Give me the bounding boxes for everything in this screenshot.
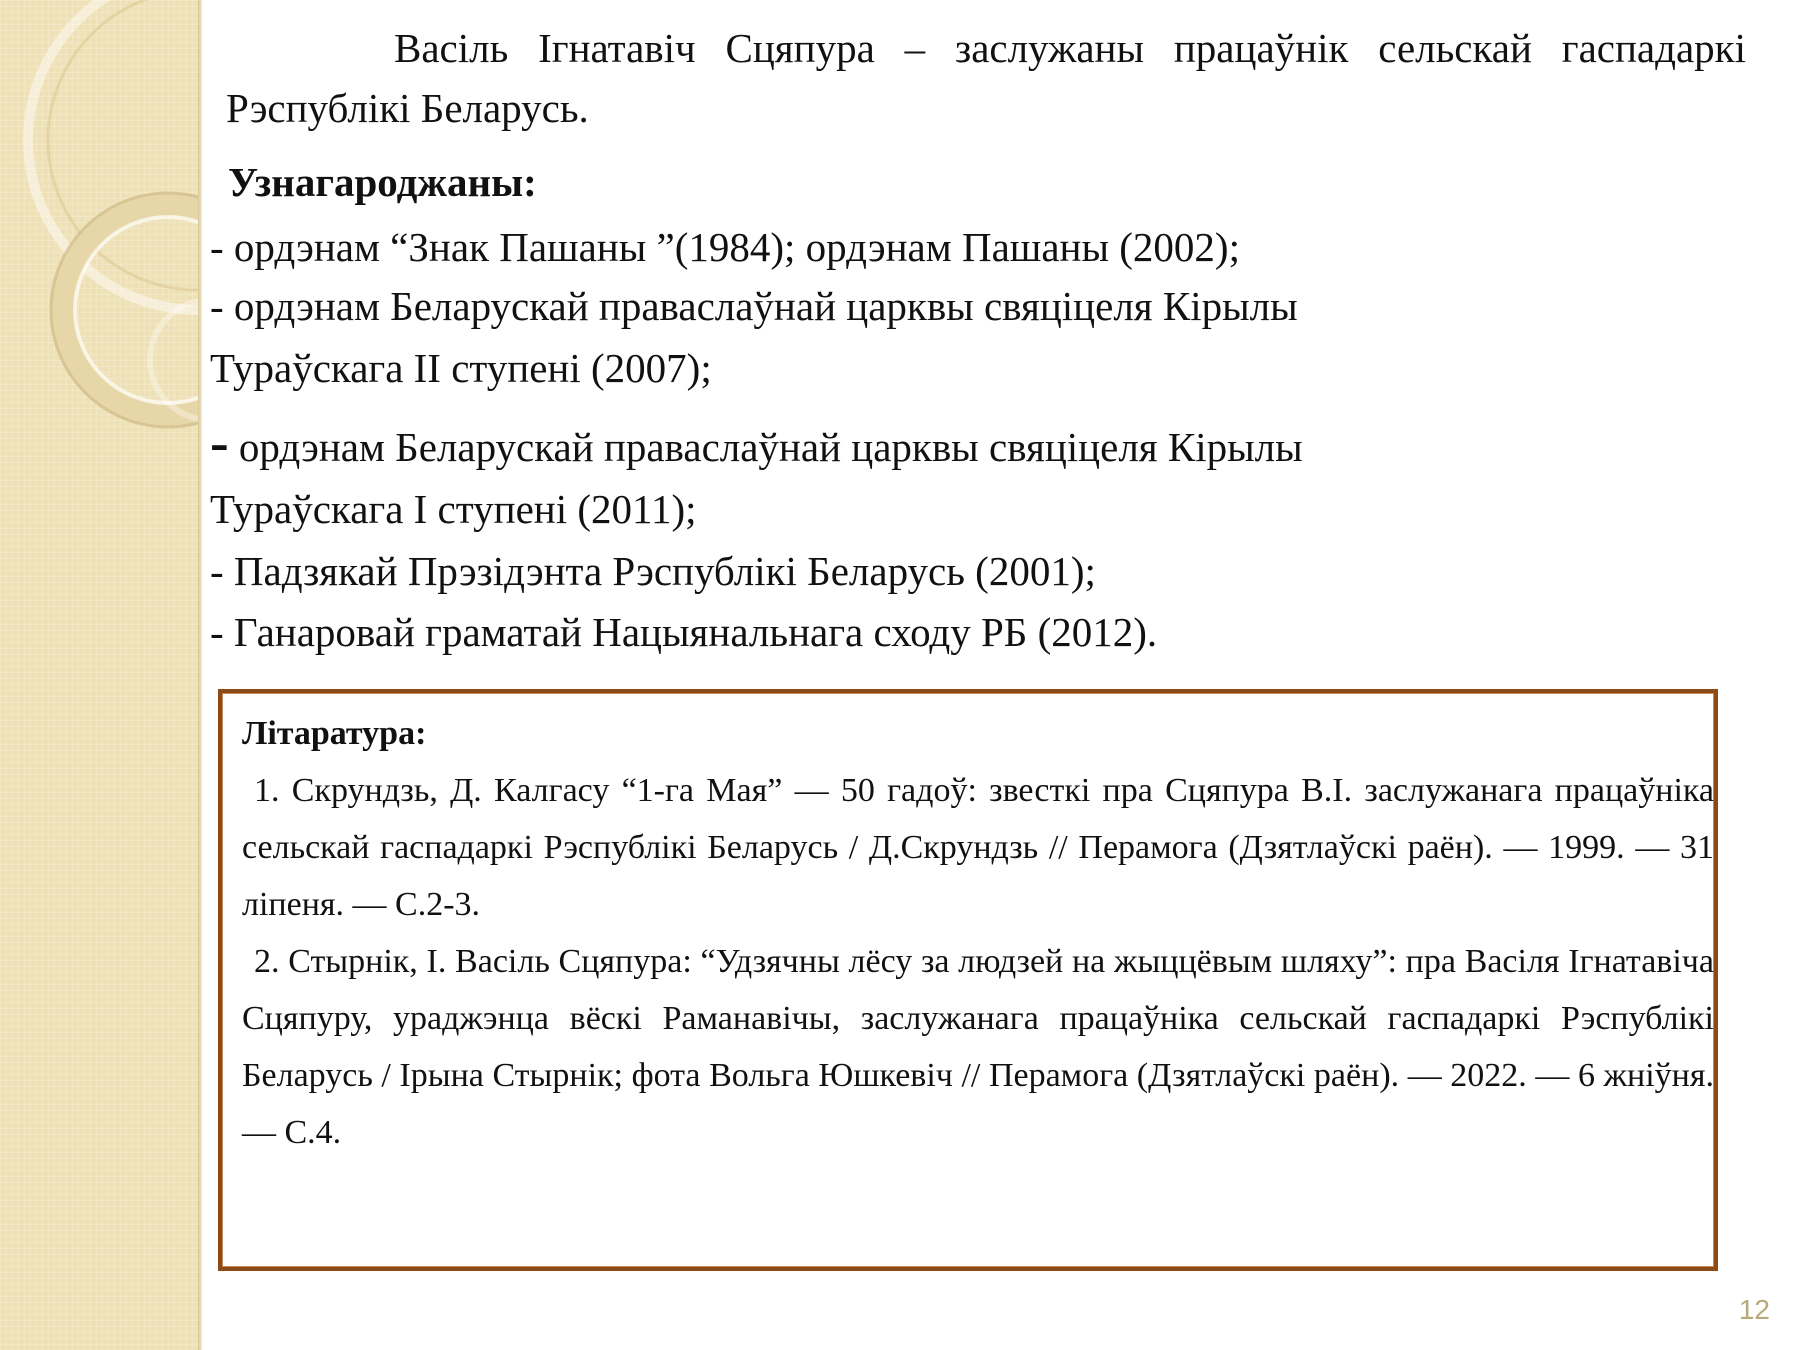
award-text: - ордэнам “Знак Пашаны ”(1984); ордэнам Пашаны (2002);: [210, 224, 1240, 270]
literature-box: [218, 689, 1718, 1271]
award-text: - ордэнам Беларускай праваслаўнай царквы свяціцеля Кірылы: [210, 283, 1298, 329]
literature-title: Літаратура:: [242, 715, 427, 752]
literature-item: 1. Скрундзь, Д. Калгасу “1-га Мая” — 50 гадоў: звесткі пра Сцяпура В.І. заслужанага працаўніка сельскай гаспадаркі Рэспублікі Беларусь / Д.Скрундзь // Перамога (Дзятлаўскі раён). — 1999. — 31 ліпеня. — С.2-3.: [242, 772, 1714, 923]
sidebar-edge: [198, 0, 202, 1350]
decorative-sidebar: [0, 0, 198, 1350]
award-text-continued: Тураўскага ІІ ступені (2007);: [210, 345, 712, 391]
decorative-rings-icon: [0, 0, 198, 1350]
award-text: ордэнам Беларускай праваслаўнай царквы свяціцеля Кірылы: [228, 424, 1303, 470]
award-text: - Падзякай Прэзідэнта Рэспублікі Беларусь (2001);: [210, 548, 1096, 594]
literature-item: 2. Стырнік, І. Васіль Сцяпура: “Удзячны лёсу за людзей на жыццёвым шляху”: пра Васіля Ігнатавіча Сцяпуру, ураджэнца вёскі Раманавічы, заслужанага працаўніка сельскай гаспадаркі Рэспублікі Беларусь / Ірына Стырнік; фота Вольга Юшкевіч // Перамога (Дзятлаўскі раён). — 2022. — 6 жніўня. — С.4.: [242, 943, 1714, 1151]
page-number: 12: [1738, 1294, 1770, 1325]
award-item: [210, 412, 1770, 540]
literature-content: [242, 705, 1714, 1161]
intro-paragraph: Васіль Ігнатавіч Сцяпура – заслужаны працаўнік сельскай гаспадаркі Рэспублікі Беларусь.: [226, 25, 1746, 131]
awards-heading: Узнагароджаны:: [228, 159, 537, 205]
award-item: [210, 275, 1770, 399]
award-dash: -: [210, 412, 229, 474]
award-item: [210, 216, 1770, 278]
award-text-continued: Тураўскага І ступені (2011);: [210, 486, 697, 532]
award-item: [210, 601, 1770, 663]
award-text: - Ганаровай граматай Нацыянальнага сходу РБ (2012).: [210, 609, 1158, 655]
award-item: [210, 540, 1770, 602]
